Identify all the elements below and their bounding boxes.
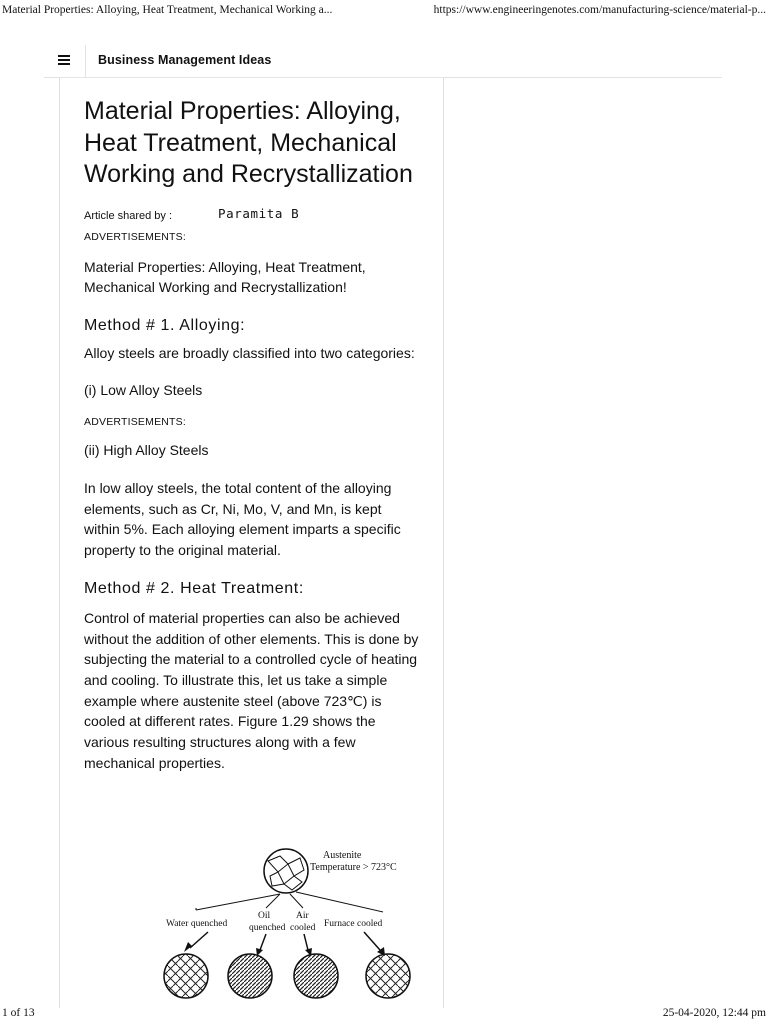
furnace-cooled-label: Furnace cooled [324,919,383,929]
advertisement-label: ADVERTISEMENTS: [84,416,186,429]
method2-paragraph: Control of material properties can also be achieved without the addition of other elements. This is done by subjecting the material to a controlled cycle of heating and cooling. To illustrate this, let us take a simple example where austenite steel (above 723℃) is cooled at different rates. Figure 1.29 shows the various resulting structures along with a few mechanical properties. [84,609,419,771]
pearlite-structure-circle [294,954,338,998]
page-counter: 1 of 13 [2,1007,35,1019]
temperature-label: Temperature > 723°C [310,862,397,873]
martensite-structure-circle [164,954,208,998]
water-quenched-label: Water quenched [166,919,228,929]
article-title: Material Properties: Alloying, Heat Treatment, Mechanical Working and Recrystallization [84,97,413,188]
article-card [59,77,444,1008]
fine-pearlite-structure-circle [228,954,272,998]
list-item-high-alloy: (ii) High Alloy Steels [84,442,209,459]
method2-heading: Method # 2. Heat Treatment: [84,579,304,597]
print-page-url: https://www.engineeringenotes.com/manufacturing-science/material-p... [433,4,766,16]
print-page-title: Material Properties: Alloying, Heat Treatment, Mechanical Working a... [2,4,333,16]
air-label: Air [296,911,309,921]
article-content [84,96,420,773]
site-navbar [44,45,722,78]
list-item-low-alloy: (i) Low Alloy Steels [84,381,203,398]
advertisement-label: ADVERTISEMENTS: [84,230,186,243]
byline-label: Article shared by : [84,209,173,222]
method1-paragraph: Alloy steels are broadly classified into two categories: [84,344,415,361]
cooling-structures-figure [148,846,418,1008]
method1-heading: Method # 1. Alloying: [84,316,246,334]
site-name-link[interactable]: Business Management Ideas [98,53,272,67]
air-cooled-label: cooled [290,923,316,933]
coarse-pearlite-structure-circle [366,954,410,998]
nav-divider [85,45,86,77]
austenite-label: Austenite [323,850,362,861]
oil-label: Oil [258,911,271,921]
byline [84,207,420,227]
oil-quenched-label: quenched [249,923,286,933]
method1-detail-paragraph: In low alloy steels, the total content of the alloying elements, such as Cr, Ni, Mo, V, and Mn, is kept within 5%. Each alloying element imparts a specific property to the original material. [84,480,401,559]
print-datetime: 25-04-2020, 12:44 pm [662,1007,766,1019]
hamburger-menu-icon[interactable] [58,55,70,65]
print-footer [0,1004,768,1024]
print-header [0,0,768,24]
intro-paragraph: Material Properties: Alloying, Heat Treatment, Mechanical Working and Recrystallization! [84,258,366,296]
author-name[interactable]: Paramita B [218,205,300,221]
